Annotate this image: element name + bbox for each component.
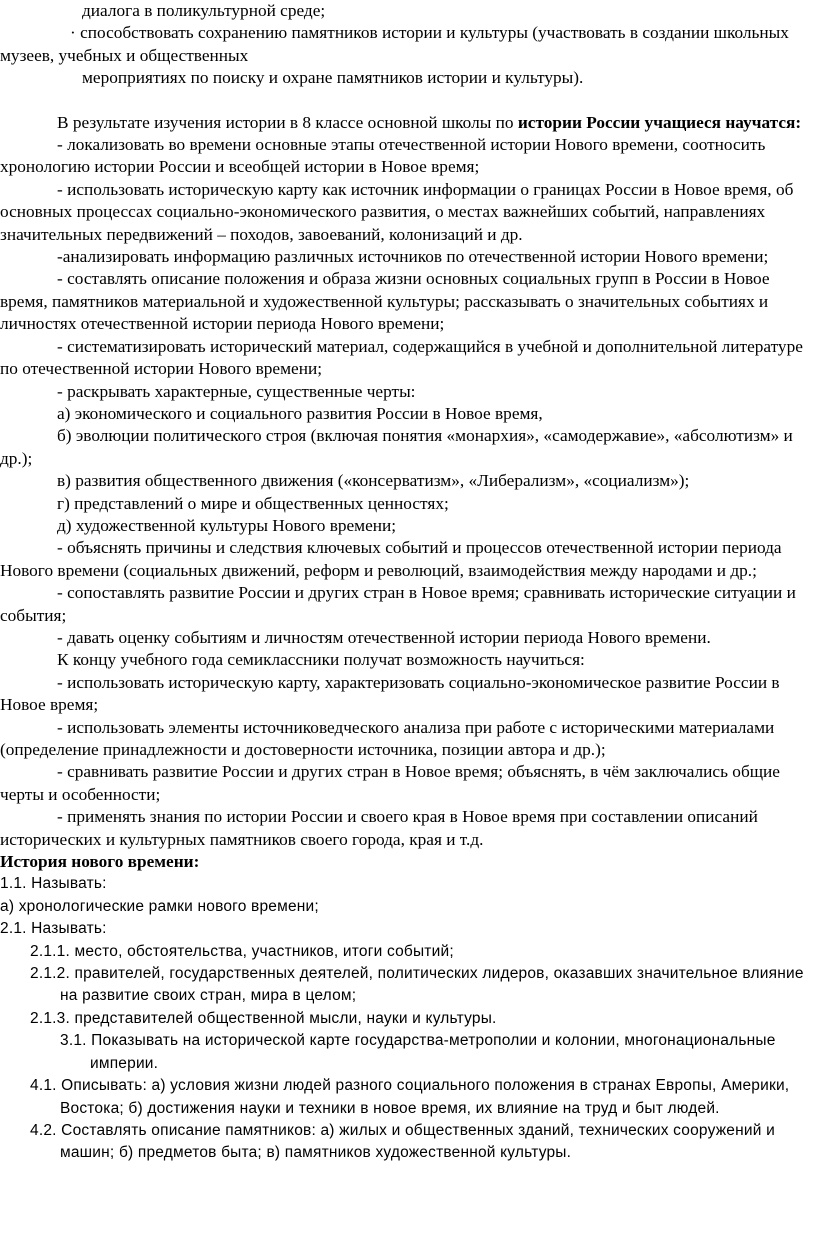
item-text: представителей общественной мысли, науки и культуры. bbox=[74, 1009, 497, 1027]
list-item: - давать оценку событиям и личностям отечественной истории периода Нового времени. bbox=[57, 627, 711, 647]
item-number: 2.1.1. bbox=[30, 942, 70, 960]
list-item: - использовать историческую карту, характеризовать социально-экономическое развитие России в Новое время; bbox=[0, 672, 780, 715]
intro-plain: В результате изучения истории в 8 классе основной школы по bbox=[57, 112, 518, 132]
outline-item bbox=[0, 1030, 816, 1075]
section-heading: История нового времени: bbox=[0, 852, 200, 872]
text-paragraph: · способствовать сохранению памятников истории и культуры (участвовать в создании школьных музеев, учебных и общественных bbox=[0, 23, 789, 65]
list-item: -анализировать информацию различных источников по отечественной истории Нового времени; bbox=[57, 247, 769, 267]
intro-bold: истории России учащиеся научатся: bbox=[517, 112, 802, 132]
item-number: 4.2. bbox=[30, 1121, 57, 1139]
outline-item bbox=[0, 1075, 816, 1120]
outline-item bbox=[0, 1008, 816, 1030]
item-text: Описывать: а) условия жизни людей разного социального положения в странах Европы, Америки, Востока; б) достижения науки и техники в новое время, их влияние на труд и быт людей. bbox=[60, 1077, 790, 1117]
item-number: 2.1.2. bbox=[30, 965, 70, 983]
outline-item: 1.1. Называть: bbox=[0, 875, 107, 893]
item-text: Показывать на исторической карте государства-метрополии и колонии, многонациональные империи. bbox=[90, 1032, 776, 1072]
item-number: 2.1.3. bbox=[30, 1009, 70, 1027]
text-line: мероприятиях по поиску и охране памятников истории и культуры). bbox=[82, 68, 584, 88]
list-item: г) представлений о мире и общественных ценностях; bbox=[57, 493, 449, 513]
list-item: - систематизировать исторический материал, содержащийся в учебной и дополнительной литературе по отечественной истории Нового времени; bbox=[0, 336, 803, 379]
item-text: Составлять описание памятников: а) жилых и общественных зданий, технических сооружений и машин; б) предметов быта; в) памятников художественной культуры. bbox=[60, 1121, 775, 1162]
list-item: а) экономического и социального развития России в Новое время, bbox=[57, 403, 543, 423]
item-text: место, обстоятельства, участников, итоги событий; bbox=[74, 942, 454, 960]
list-item: д) художественной культуры Нового времени; bbox=[57, 515, 397, 535]
text-line: диалога в поликультурной среде; bbox=[82, 1, 326, 20]
list-item: - использовать элементы источниковедческого анализа при работе с историческими материалами (определение принадлежности и достоверности источника, позиции автора и др.); bbox=[0, 717, 775, 759]
outline-item bbox=[0, 941, 816, 963]
list-item: б) эволюции политического строя (включая понятия «монархия», «самодержавие», «абсолютизм» и др.); bbox=[0, 426, 793, 468]
list-item: - применять знания по истории России и своего края в Новое время при составлении описаний исторических и культурных памятников своего города, края и т.д. bbox=[0, 807, 758, 849]
outline-item: а) хронологические рамки нового времени; bbox=[0, 897, 319, 915]
list-item: К концу учебного года семиклассники получат возможность научиться: bbox=[57, 650, 585, 670]
item-number: 4.1. bbox=[30, 1077, 57, 1095]
list-item: - сопоставлять развитие России и других стран в Новое время; сравнивать исторические ситуации и события; bbox=[0, 583, 796, 625]
list-item: - составлять описание положения и образа жизни основных социальных групп в России в Новое время, памятников материальной и художественной культуры; рассказывать о значительных событиях и личностях отечественной истории периода Нового времени; bbox=[0, 269, 770, 334]
list-item: в) развития общественного движения («консерватизм», «Либерализм», «социализм»); bbox=[57, 471, 690, 491]
list-item: - объяснять причины и следствия ключевых событий и процессов отечественной истории периода Нового времени (социальных движений, реформ и революций, взаимодействия между народами и др.; bbox=[0, 538, 782, 580]
outline-item: 2.1. Называть: bbox=[0, 920, 107, 938]
outline-item bbox=[0, 963, 816, 1008]
outline-item bbox=[0, 1120, 816, 1165]
results-intro bbox=[0, 112, 816, 134]
list-item: - раскрывать характерные, существенные черты: bbox=[57, 381, 416, 401]
list-item: - локализовать во времени основные этапы отечественной истории Нового времени, соотносить хронологию истории России и всеобщей истории в Новое время; bbox=[0, 135, 766, 177]
list-item: - сравнивать развитие России и других стран в Новое время; объяснять, в чём заключались общие черты и особенности; bbox=[0, 762, 780, 804]
item-text: правителей, государственных деятелей, политических лидеров, оказавших значительное влияние на развитие своих стран, мира в целом; bbox=[60, 965, 804, 1005]
spacer bbox=[0, 90, 816, 112]
list-item: - использовать историческую карту как источник информации о границах России в Новое время, об основных процессах социально-экономического развития, о местах важнейших событий, направлениях значительных передвижений – походов, завоеваний, колонизаций и др. bbox=[0, 179, 794, 244]
item-number: 3.1. bbox=[60, 1032, 87, 1050]
